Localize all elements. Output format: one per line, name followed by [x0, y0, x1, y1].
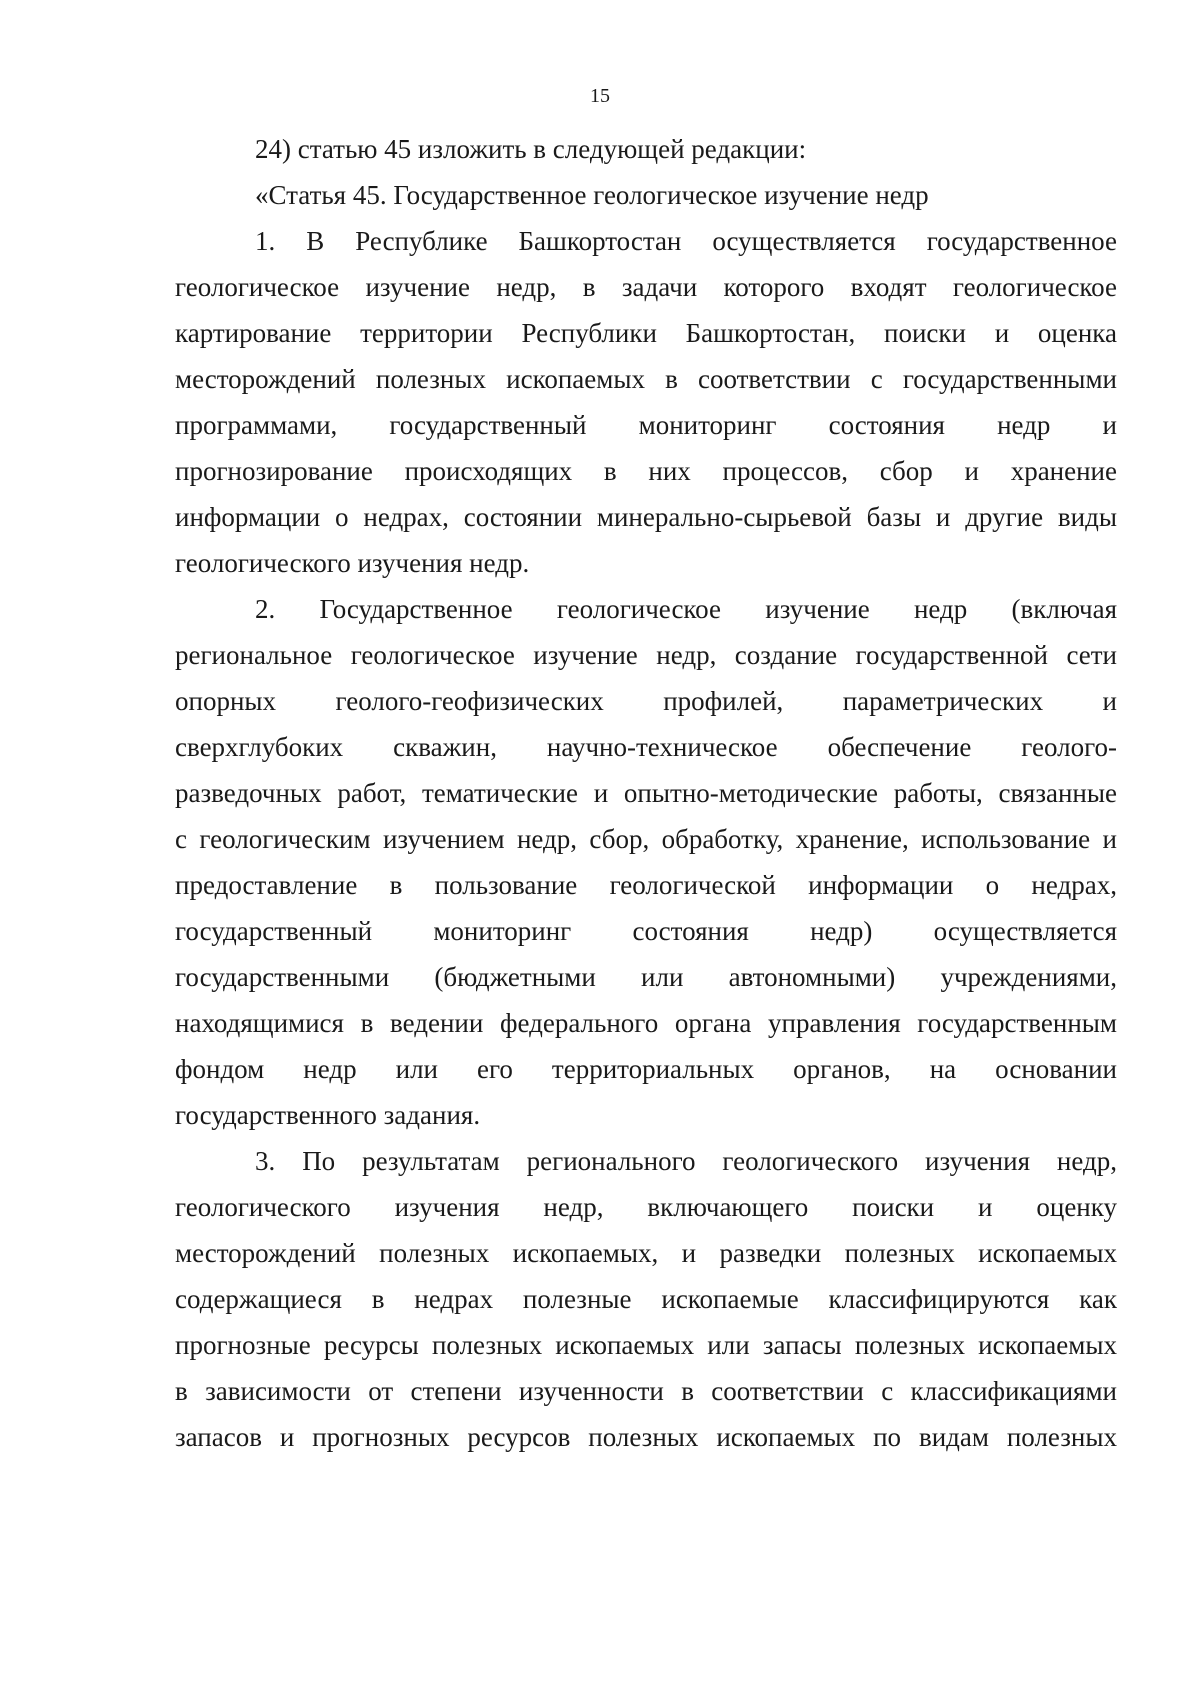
text-line: сверхглубоких скважин, научно-техническое обеспечение геолого- [175, 732, 1117, 762]
text-line: опорных геолого-геофизических профилей, параметрических и [175, 686, 1117, 716]
text-line: находящимися в ведении федерального органа управления государственным [175, 1008, 1117, 1038]
text-line: 24) статью 45 изложить в следующей редакции: [255, 134, 807, 164]
text-line: государственного задания. [175, 1100, 481, 1130]
text-line: в зависимости от степени изученности в соответствии с классификациями [175, 1376, 1117, 1406]
text-line: содержащиеся в недрах полезные ископаемые классифицируются как [175, 1284, 1117, 1314]
text-line: предоставление в пользование геологической информации о недрах, [175, 870, 1117, 900]
text-line: месторождений полезных ископаемых, и разведки полезных ископаемых [175, 1238, 1117, 1268]
text-line: геологического изучения недр. [175, 548, 530, 578]
text-line: государственный мониторинг состояния недр) осуществляется [175, 916, 1117, 946]
text-line: прогнозные ресурсы полезных ископаемых или запасы полезных ископаемых [175, 1330, 1117, 1360]
text-line: 2. Государственное геологическое изучение недр (включая [255, 594, 1117, 624]
text-line: 3. По результатам регионального геологического изучения недр, [255, 1146, 1117, 1176]
text-line: геологического изучения недр, включающего поиски и оценку [175, 1192, 1117, 1222]
text-line: с геологическим изучением недр, сбор, обработку, хранение, использование и [175, 824, 1117, 854]
page-number: 15 [590, 85, 610, 107]
text-line: месторождений полезных ископаемых в соответствии с государственными [175, 364, 1117, 394]
text-line: геологическое изучение недр, в задачи которого входят геологическое [175, 272, 1117, 302]
text-line: государственными (бюджетными или автономными) учреждениями, [175, 962, 1117, 992]
text-line: «Статья 45. Государственное геологическое изучение недр [255, 180, 929, 210]
text-line: картирование территории Республики Башкортостан, поиски и оценка [175, 318, 1117, 348]
text-line: фондом недр или его территориальных органов, на основании [175, 1054, 1117, 1084]
text-line: программами, государственный мониторинг состояния недр и [175, 410, 1117, 440]
text-line: прогнозирование происходящих в них процессов, сбор и хранение [175, 456, 1117, 486]
document-body [175, 126, 1117, 1460]
text-line: 1. В Республике Башкортостан осуществляется государственное [255, 226, 1117, 256]
text-line: запасов и прогнозных ресурсов полезных ископаемых по видам полезных [175, 1422, 1117, 1452]
text-line: информации о недрах, состоянии минерально-сырьевой базы и другие виды [175, 502, 1117, 532]
text-line: региональное геологическое изучение недр, создание государственной сети [175, 640, 1117, 670]
text-line: разведочных работ, тематические и опытно-методические работы, связанные [175, 778, 1117, 808]
